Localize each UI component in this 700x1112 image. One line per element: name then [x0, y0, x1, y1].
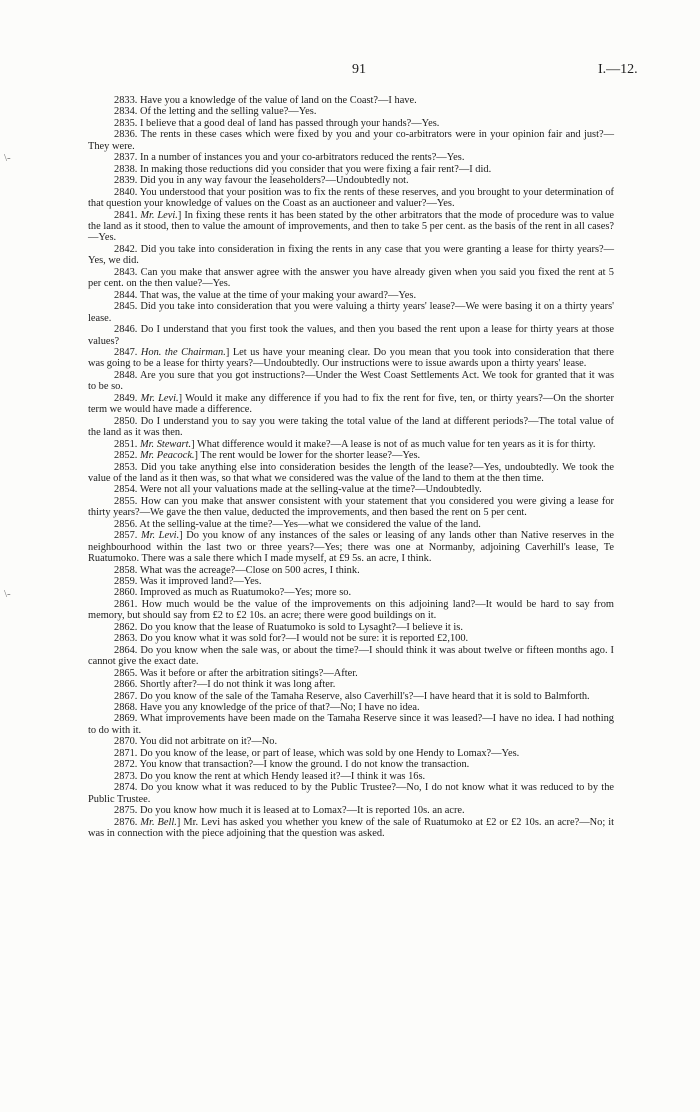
question-number: 2853. — [114, 461, 138, 473]
question-text: Was it before or after the arbitration sitings?—After. — [139, 667, 358, 679]
question-number: 2859. — [114, 576, 138, 588]
testimony-paragraph — [88, 95, 614, 106]
question-text: Can you make that answer agree with the answer you have already given when you said you fixed the rent at 5 per cent. on the then value?—Yes. — [88, 266, 614, 290]
question-number: 2847. — [114, 346, 138, 358]
page-number: 91 — [352, 62, 366, 77]
question-text: How can you make that answer consistent with your statement that you considered you were giving a lease for thirty years?—We gave the then value, deducted the improvements, and then based the rent on 5 per cent. — [88, 495, 614, 519]
testimony-paragraph — [88, 782, 614, 805]
question-text: Would it make any difference if you had to fix the rent for five, ten, or thirty years?—On the shorter term we would have made a difference. — [88, 392, 615, 416]
question-text: In a number of instances you and your co-arbitrators reduced the rents?—Yes. — [140, 152, 465, 164]
question-text: You know that transaction?—I know the ground. I do not know the transaction. — [139, 759, 470, 771]
question-text: Do you know when the sale was, or about the time?—I should think it was about twelve or fifteen months ago. I cannot give the exact date. — [88, 644, 614, 668]
margin-mark: \- — [4, 152, 11, 164]
testimony-paragraph — [88, 565, 614, 576]
question-number: 2846. — [114, 324, 138, 336]
question-number: 2868. — [114, 702, 138, 714]
testimony-paragraph — [88, 129, 614, 152]
testimony-paragraph — [88, 496, 614, 519]
testimony-paragraph — [88, 576, 614, 587]
question-number: 2875. — [114, 805, 138, 817]
question-text: In fixing these rents it has been stated by the other arbitrators that the mode of procedure was to value the land as it stood, then to value the amount of improvements, and then to take 5 per cent. as the basis of the rent in all cases?—Yes. — [88, 209, 614, 244]
testimony-paragraph — [88, 462, 614, 485]
testimony-paragraph — [88, 736, 614, 747]
testimony-paragraph: 2851. Mr. Stewart.] What difference would it make?—A lease is not of as much value for ten years as it is for thirty. — [114, 438, 596, 450]
testimony-paragraph: 2841. Mr. Levi.] In fixing these rents it has been stated by the other arbitrators that the mode of procedure was to value the land as it stood, then to value the amount of improvements, and then to take 5 per cent. as the basis of the rent in all cases?—Yes. — [88, 209, 614, 244]
testimony-body — [88, 95, 614, 839]
page-header — [0, 62, 700, 82]
question-text: You understood that your position was to fix the rents of these reserves, and you brought to your determination of that question your knowledge of values on the Coast as an auctioneer and valuer?—Yes. — [88, 186, 614, 210]
question-number: 2864. — [114, 644, 138, 656]
testimony-paragraph — [88, 484, 614, 495]
testimony-paragraph — [88, 645, 614, 668]
testimony-paragraph — [88, 702, 614, 713]
speaker-name: Mr. Bell. — [140, 816, 177, 828]
question-text: Did you take into consideration in fixing the rents in any case that you were granting a lease for thirty years?—Yes, we did. — [88, 243, 614, 267]
question-number: 2867. — [114, 690, 138, 702]
testimony-paragraph — [88, 633, 614, 644]
question-number: 2841. — [114, 209, 138, 221]
question-number: 2845. — [114, 301, 138, 313]
question-number: 2863. — [114, 633, 138, 645]
question-number: 2858. — [114, 564, 138, 576]
question-text: In making those reductions did you consider that you were fixing a fair rent?—I did. — [140, 163, 492, 175]
testimony-paragraph — [88, 805, 614, 816]
question-text: I believe that a good deal of land has passed through your hands?—Yes. — [140, 117, 440, 129]
question-number: 2850. — [114, 415, 138, 427]
question-number: 2874. — [114, 782, 138, 794]
question-text: Do you know the rent at which Hendy leased it?—I think it was 16s. — [140, 770, 426, 782]
question-number: 2837. — [114, 152, 138, 164]
question-number: 2872. — [114, 759, 138, 771]
testimony-paragraph — [88, 164, 614, 175]
question-number: 2871. — [114, 747, 138, 759]
question-text: Did you take into consideration that you were valuing a thirty years' lease?—We were basing it on a thirty years' lease. — [88, 301, 614, 324]
question-number: 2870. — [114, 736, 138, 748]
question-number: 2855. — [114, 495, 138, 507]
question-text: Have you any knowledge of the price of that?—No; I have no idea. — [140, 702, 420, 714]
speaker-name: Mr. Levi. — [140, 392, 179, 404]
document-reference: I.—12. — [598, 62, 638, 77]
testimony-paragraph — [88, 187, 614, 210]
question-number: 2839. — [114, 175, 138, 187]
testimony-paragraph — [88, 175, 614, 186]
question-text: Let us have your meaning clear. Do you mean that you took into consideration that there was going to be a lease for thirty years?—Undoubtedly. Our instructions were to issue awards upon a thirty years' lease. — [88, 346, 614, 370]
question-text: What difference would it make?—A lease is not of as much value for ten years as it is for thirty. — [196, 438, 596, 450]
testimony-paragraph: 2857. Mr. Levi.] Do you know of any instances of the sales or leasing of any lands other than Native reserves in the neighbourhood within the last two or three years?—Yes; there was one at Normanby, adjoining Caverhill's lease, Te Ruatumoko. There was a sale there which I made myself, at £9 5s. an acre, I think. — [88, 530, 615, 565]
question-number: 2856. — [114, 518, 138, 530]
question-text: What improvements have been made on the Tamaha Reserve since it was leased?—I have no idea. I had nothing to do with it. — [88, 713, 614, 736]
question-number: 2860. — [114, 587, 138, 599]
testimony-paragraph — [88, 679, 614, 690]
question-text: Were not all your valuations made at the selling-value at the time?—Undoubtedly. — [139, 484, 482, 496]
question-text: How much would be the value of the improvements on this adjoining land?—It would be hard to say from memory, but should say from £2 to £2 10s. an acre; there were good buildings on it. — [88, 598, 614, 622]
question-text: Do you know what it was sold for?—I would not be sure: it is reported £2,100. — [140, 633, 469, 645]
question-text: Are you sure that you got instructions?—Under the West Coast Settlements Act. We took for granted that it was to be so. — [88, 369, 614, 393]
speaker-name: Mr. Peacock. — [140, 450, 195, 462]
testimony-paragraph — [88, 771, 614, 782]
margin-mark: \- — [4, 588, 11, 600]
question-number: 2835. — [114, 117, 138, 129]
question-number: 2854. — [114, 484, 138, 496]
testimony-paragraph — [88, 599, 614, 622]
testimony-paragraph: 2852. Mr. Peacock.] The rent would be lower for the shorter lease?—Yes. — [114, 450, 421, 462]
question-number: 2848. — [114, 369, 138, 381]
question-number: 2836. — [114, 129, 138, 141]
question-text: Do you know what it was reduced to by the Public Trustee?—No, I do not know what it was reduced to by the Public Trustee. — [88, 782, 614, 805]
testimony-paragraph — [88, 152, 614, 163]
question-number: 2852. — [114, 450, 138, 462]
question-text: What was the acreage?—Close on 500 acres, I think. — [139, 564, 360, 576]
testimony-paragraph — [88, 244, 614, 267]
question-number: 2838. — [114, 163, 138, 175]
question-text: At the selling-value at the time?—Yes—what we considered the value of the land. — [139, 518, 481, 530]
question-text: The rents in these cases which were fixed by you and your co-arbitrators were in your opinion fair and just?—They were. — [88, 129, 614, 152]
testimony-paragraph — [88, 668, 614, 679]
testimony-paragraph — [88, 587, 614, 598]
question-number: 2861. — [114, 598, 138, 610]
question-text: Have you a knowledge of the value of land on the Coast?—I have. — [140, 95, 417, 106]
question-number: 2840. — [114, 186, 138, 198]
question-number: 2866. — [114, 679, 138, 691]
testimony-paragraph — [88, 370, 614, 393]
testimony-paragraph — [88, 622, 614, 633]
speaker-name: Mr. Levi. — [140, 209, 178, 221]
question-text: Do you know of any instances of the sales or leasing of any lands other than Native reserves in the neighbourhood within the last two or three years?—Yes; there was one at Normanby, adjoining Caverhill's lease, Te Ruatumoko. There was a sale there which I made myself, at £9 5s. an acre, I think. — [88, 530, 615, 565]
testimony-paragraph: 2849. Mr. Levi.] Would it make any difference if you had to fix the rent for five, ten, or thirty years?—On the shorter term we would have made a difference. — [88, 392, 615, 416]
testimony-paragraph — [88, 519, 614, 530]
question-number: 2833. — [114, 95, 138, 106]
testimony-paragraph — [88, 416, 614, 439]
speaker-name: Hon. the Chairman. — [140, 346, 226, 358]
question-text: Do you know that the lease of Ruatumoko is sold to Lysaght?—I believe it is. — [140, 621, 463, 633]
question-text: Improved as much as Ruatumoko?—Yes; more so. — [140, 587, 352, 599]
question-text: Was it improved land?—Yes. — [139, 576, 262, 588]
question-text: The rent would be lower for the shorter lease?—Yes. — [200, 450, 421, 462]
question-text: Mr. Levi has asked you whether you knew of the sale of Ruatumoko at £2 or £2 10s. an acre?—No; it was in connection with the piece adjoining that the question was asked. — [88, 816, 614, 839]
question-number: 2844. — [114, 289, 138, 301]
question-number: 2842. — [114, 243, 138, 255]
testimony-paragraph — [88, 713, 614, 736]
testimony-paragraph — [88, 290, 614, 301]
question-text: Do you know of the lease, or part of lease, which was sold by one Hendy to Lomax?—Yes. — [140, 747, 520, 759]
question-number: 2862. — [114, 621, 138, 633]
question-number: 2851. — [114, 438, 138, 450]
testimony-paragraph — [88, 324, 614, 347]
speaker-name: Mr. Stewart. — [140, 438, 192, 450]
question-text: You did not arbitrate on it?—No. — [139, 736, 278, 748]
testimony-paragraph: 2847. Hon. the Chairman.] Let us have your meaning clear. Do you mean that you took into consideration that there was going to be a lease for thirty years?—Undoubtedly. Our instructions were to issue awards upon a thirty years' lease. — [88, 346, 614, 370]
testimony-paragraph — [88, 106, 614, 117]
speaker-name: Mr. Levi. — [140, 530, 180, 542]
testimony-paragraph — [88, 748, 614, 759]
testimony-paragraph — [88, 301, 614, 324]
question-text: Did you take anything else into consideration besides the length of the lease?—Yes, undoubtedly. We took the value of the land as it then was, so that what we considered was the value of the land to them at the then time. — [88, 461, 614, 484]
question-number: 2876. — [114, 816, 138, 828]
question-text: Do I understand that you first took the values, and then you based the rent upon a lease for thirty years at those values? — [88, 324, 614, 347]
question-text: Did you in any way favour the leaseholders?—Undoubtedly not. — [140, 175, 409, 187]
testimony-paragraph — [88, 691, 614, 702]
question-number: 2873. — [114, 770, 138, 782]
question-text: That was, the value at the time of your making your award?—Yes. — [139, 289, 417, 301]
question-text: Do you know how much it is leased at to Lomax?—It is reported 10s. an acre. — [140, 805, 465, 817]
question-number: 2869. — [114, 713, 138, 725]
question-number: 2849. — [114, 392, 138, 404]
question-number: 2834. — [114, 106, 138, 118]
testimony-paragraph: 2876. Mr. Bell.] Mr. Levi has asked you whether you knew of the sale of Ruatumoko at £2 or £2 10s. an acre?—No; it was in connection with the piece adjoining that the question was asked. — [88, 816, 614, 839]
question-text: Do you know of the sale of the Tamaha Reserve, also Caverhill's?—I have heard that it is sold to Balmforth. — [140, 690, 590, 702]
question-number: 2857. — [114, 530, 138, 542]
testimony-paragraph — [88, 759, 614, 770]
testimony-paragraph — [88, 267, 614, 290]
question-text: Do I understand you to say you were taking the total value of the land at different periods?—The total value of the land as it was then. — [88, 415, 614, 439]
question-number: 2843. — [114, 266, 138, 278]
question-text: Shortly after?—I do not think it was long after. — [140, 679, 336, 691]
question-text: Of the letting and the selling value?—Yes. — [140, 106, 317, 118]
testimony-paragraph — [88, 118, 614, 129]
question-number: 2865. — [114, 667, 138, 679]
